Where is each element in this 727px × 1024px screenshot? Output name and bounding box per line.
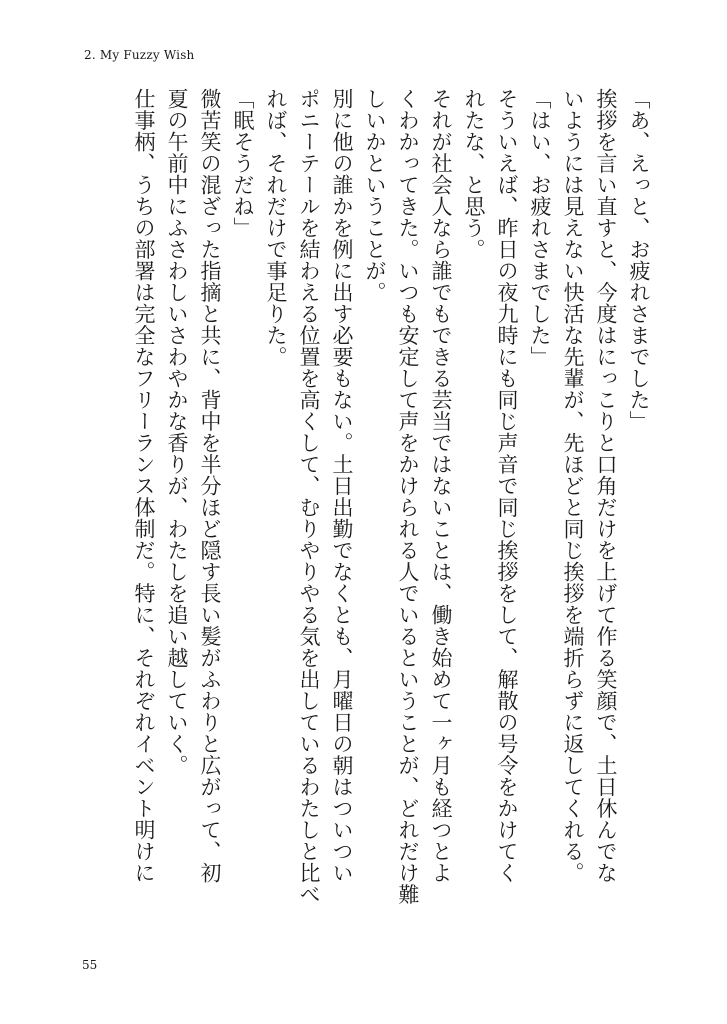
text-line-3: 微苦笑の混ざった指摘と共に、背中を半分ほど隠す長い髪がふわりと広がって、初 [198, 88, 222, 884]
text-line-14: いようには見えない快活な先輩が、先ほどと同じ挨拶を端折らずに返してくれる。 [561, 88, 585, 884]
body-text [127, 88, 655, 908]
text-line-5: れば、それだけで事足りた。 [264, 88, 288, 368]
text-line-2: 夏の午前中にふさわしいさわやかな香りが、わたしを追い越していく。 [165, 88, 189, 776]
text-line-11: れたな、と思う。 [462, 88, 486, 260]
text-line-8: しいかということが。 [363, 88, 387, 303]
text-line-12: そういえば、昨日の夜九時にも同じ声音で同じ挨拶をして、解散の号令をかけてく [495, 88, 519, 884]
text-line-15: 挨拶を言い直すと、今度はにっこりと口角だけを上げて作る笑顔で、土日休んでな [594, 88, 618, 884]
text-line-1: 仕事柄、うちの部署は完全なフリーランス体制だ。特に、それぞれイベント明けに [132, 88, 156, 884]
text-line-6: ポニーテールを結わえる位置を高くして、むりやりやる気を出しているわたしと比べ [297, 88, 321, 905]
running-head: 2. My Fuzzy Wish [84, 48, 195, 62]
text-line-13: 「はい、お疲れさまでした」 [528, 88, 552, 368]
text-line-9: くわかってきた。いつも安定して声をかけられる人でいるということが、どれだけ難 [396, 88, 420, 905]
text-line-7: 別に他の誰かを例に出す必要もない。土日出勤でなくとも、月曜日の朝はついつい [330, 88, 354, 884]
text-line-4: 「眠そうだね」 [231, 88, 255, 239]
page-number: 55 [82, 958, 98, 972]
text-line-16: 「あ、えっと、お疲れさまでした」 [627, 88, 651, 432]
text-line-10: それが社会人なら誰でもできる芸当ではないことは、働き始めて一ヶ月も経つとよ [429, 88, 453, 884]
